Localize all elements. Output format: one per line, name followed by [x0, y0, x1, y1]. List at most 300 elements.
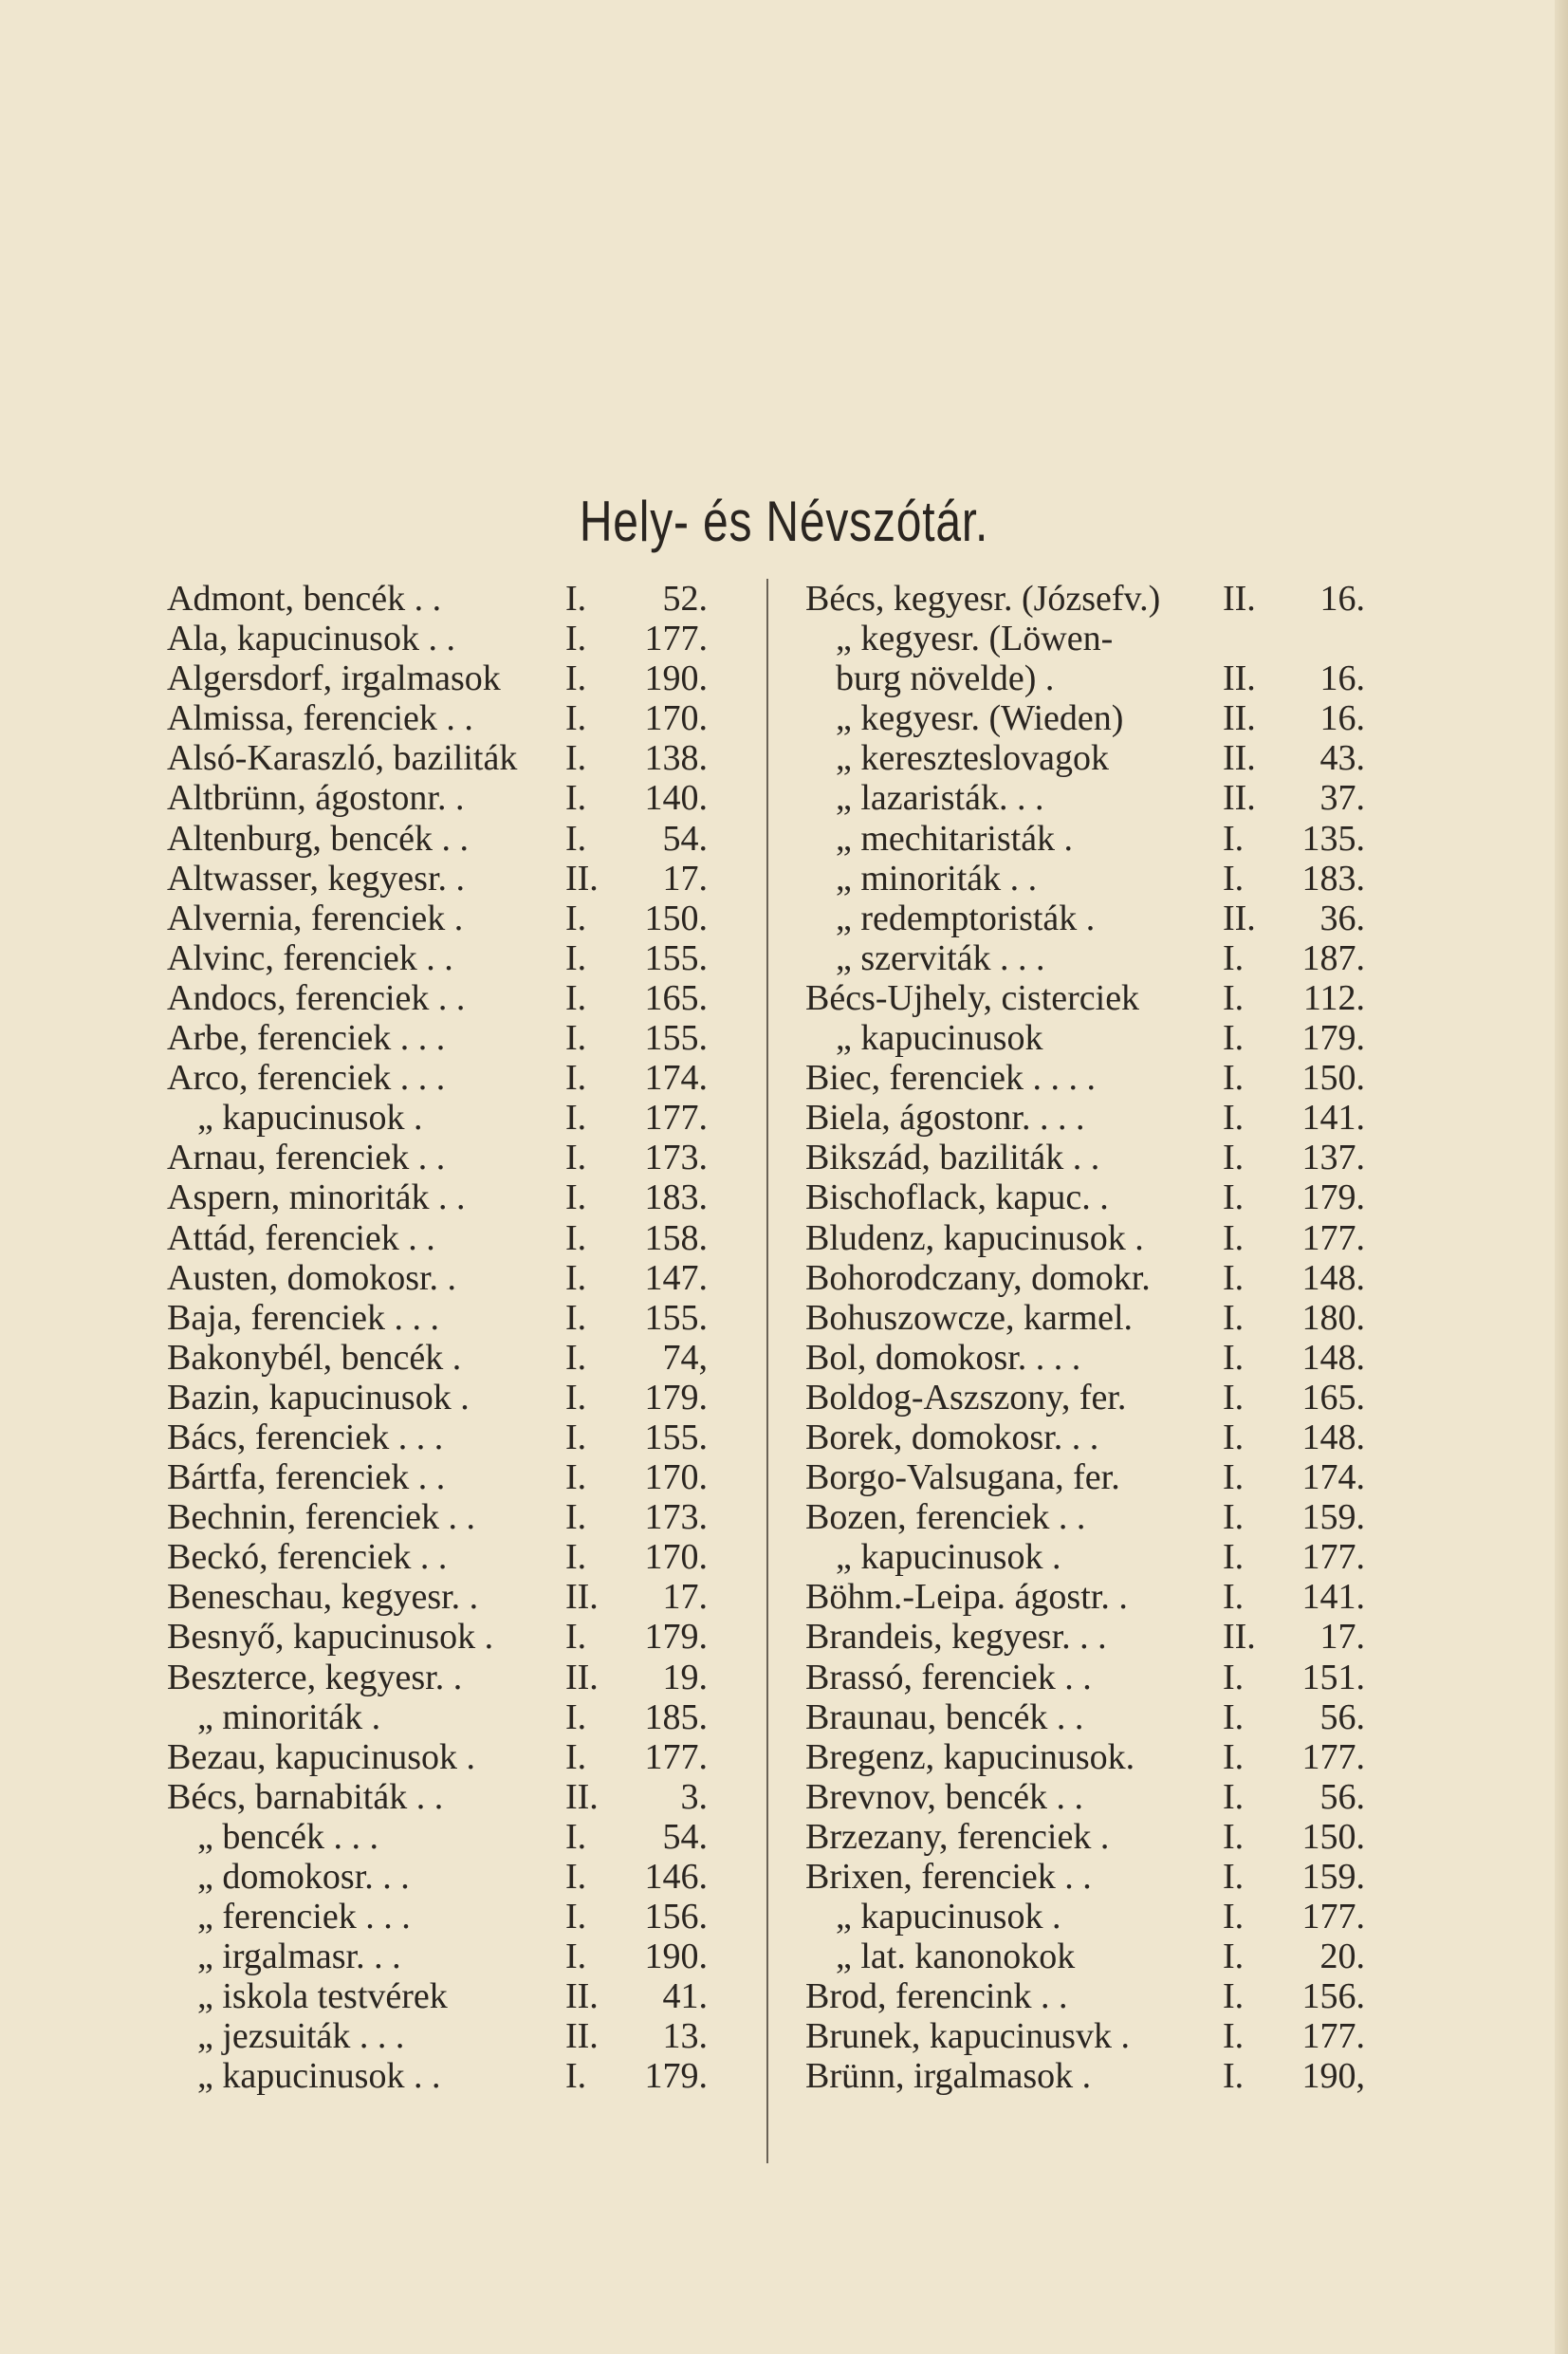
index-entry	[167, 1378, 708, 1418]
entry-page-number: 177.	[644, 619, 708, 659]
entry-place-name: burg növelde) .	[836, 658, 1055, 699]
entry-place-name: „ ferenciek . . .	[197, 1897, 411, 1937]
entry-volume: I.	[1223, 1417, 1245, 1457]
entry-place-name: „ minoriták . .	[836, 858, 1038, 899]
entry-place-name: „ kegyesr. (Löwen-	[836, 619, 1114, 659]
entry-volume: I.	[565, 1098, 587, 1139]
entry-page-number: 155.	[644, 1018, 708, 1059]
entry-volume: I.	[1223, 1297, 1245, 1338]
entry-volume: I.	[1223, 1177, 1245, 1218]
entry-page-number: 151.	[1301, 1657, 1365, 1697]
index-entry	[805, 658, 1365, 698]
index-entry	[167, 579, 708, 619]
index-entry	[167, 859, 708, 899]
index-entry	[805, 819, 1365, 859]
index-entry	[805, 698, 1365, 738]
entry-place-name: Bazin, kapucinusok .	[167, 1377, 470, 1418]
entry-place-name: Admont, bencék . .	[167, 579, 442, 619]
entry-place-name: Arco, ferenciek . . .	[167, 1058, 446, 1099]
index-entry	[805, 1058, 1365, 1098]
index-entry	[805, 2056, 1365, 2096]
index-entry	[805, 1218, 1365, 1258]
entry-volume: I.	[565, 1257, 587, 1298]
index-entry	[167, 1457, 708, 1497]
entry-place-name: Böhm.-Leipa. ágostr. .	[805, 1577, 1128, 1618]
entry-volume: I.	[1223, 1577, 1245, 1618]
entry-volume: I.	[1223, 937, 1245, 978]
entry-place-name: Borgo-Valsugana, fer.	[805, 1457, 1120, 1498]
entry-volume: I.	[565, 1138, 587, 1178]
index-entry	[805, 1098, 1365, 1138]
entry-volume: II.	[565, 1976, 599, 2017]
entry-place-name: „ kegyesr. (Wieden)	[836, 698, 1124, 739]
entry-page-number: 185.	[644, 1696, 708, 1737]
entry-volume: I.	[1223, 977, 1245, 1018]
entry-place-name: „ kereszteslovagok	[836, 738, 1110, 779]
entry-place-name: Biec, ferenciek . . . .	[805, 1058, 1096, 1099]
index-entry	[167, 1537, 708, 1577]
entry-volume: I.	[1223, 1497, 1245, 1538]
index-entry	[805, 1418, 1365, 1457]
entry-place-name: Bludenz, kapucinusok .	[805, 1217, 1144, 1258]
entry-place-name: Attád, ferenciek . .	[167, 1217, 435, 1258]
index-entry	[805, 1777, 1365, 1817]
entry-place-name: Brassó, ferenciek . .	[805, 1657, 1092, 1697]
entry-volume: I.	[565, 1457, 587, 1498]
entry-page-number: 36.	[1319, 898, 1365, 938]
index-entry	[805, 579, 1365, 619]
index-entry	[805, 2016, 1365, 2056]
index-entry	[805, 1617, 1365, 1657]
entry-page-number: 150.	[644, 898, 708, 938]
entry-place-name: Brunek, kapucinusvk .	[805, 2016, 1130, 2057]
index-entry	[805, 1817, 1365, 1857]
entry-place-name: Alsó-Karaszló, baziliták	[167, 738, 518, 779]
index-entry	[167, 1737, 708, 1777]
entry-page-number: 177.	[1301, 1736, 1365, 1777]
entry-page-number: 155.	[644, 937, 708, 978]
index-entry	[805, 1018, 1365, 1058]
entry-place-name: Brod, ferencink . .	[805, 1976, 1068, 2017]
index-entry	[805, 1338, 1365, 1378]
index-entry	[167, 1897, 708, 1937]
entry-place-name: Bikszád, baziliták . .	[805, 1138, 1100, 1178]
entry-volume: II.	[565, 858, 599, 899]
entry-volume: II.	[1223, 738, 1256, 779]
entry-page-number: 156.	[1301, 1976, 1365, 2017]
index-entry	[805, 1497, 1365, 1537]
index-entry	[167, 658, 708, 698]
entry-page-number: 177.	[1301, 1537, 1365, 1578]
entry-place-name: Borek, domokosr. . .	[805, 1417, 1099, 1457]
index-entry	[167, 1697, 708, 1737]
column-divider	[766, 579, 768, 2163]
index-entry	[167, 1298, 708, 1338]
entry-volume: I.	[565, 579, 587, 619]
entry-page-number: 148.	[1301, 1257, 1365, 1298]
entry-page-number: 174.	[644, 1058, 708, 1099]
entry-place-name: Bács, ferenciek . . .	[167, 1417, 444, 1457]
entry-volume: I.	[1223, 2056, 1245, 2097]
entry-page-number: 173.	[644, 1497, 708, 1538]
index-entry	[805, 1577, 1365, 1617]
entry-page-number: 112.	[1302, 977, 1365, 1018]
entry-place-name: „ kapucinusok .	[197, 1098, 423, 1139]
entry-page-number: 190.	[644, 658, 708, 699]
index-entry	[167, 899, 708, 938]
entry-volume: I.	[1223, 1937, 1245, 1977]
entry-place-name: Bregenz, kapucinusok.	[805, 1736, 1135, 1777]
entry-place-name: Bécs-Ujhely, cisterciek	[805, 977, 1140, 1018]
entry-volume: II.	[565, 2016, 599, 2057]
index-entry	[167, 978, 708, 1018]
index-entry	[805, 899, 1365, 938]
entry-place-name: „ iskola testvérek	[197, 1976, 448, 2017]
entry-place-name: Beneschau, kegyesr. .	[167, 1577, 479, 1618]
index-entry	[167, 1937, 708, 1976]
entry-page-number: 183.	[644, 1177, 708, 1218]
entry-volume: I.	[1223, 1816, 1245, 1857]
entry-place-name: Bol, domokosr. . . .	[805, 1337, 1081, 1378]
index-entry	[167, 1177, 708, 1217]
entry-place-name: Bezau, kapucinusok .	[167, 1736, 476, 1777]
entry-place-name: Arnau, ferenciek . .	[167, 1138, 446, 1178]
index-entry	[167, 1857, 708, 1897]
entry-place-name: Bécs, barnabiták . .	[167, 1776, 444, 1817]
entry-page-number: 148.	[1301, 1417, 1365, 1457]
entry-volume: I.	[1223, 1337, 1245, 1378]
entry-page-number: 190,	[1301, 2056, 1365, 2097]
entry-volume: I.	[565, 1537, 587, 1578]
entry-place-name: Bártfa, ferenciek . .	[167, 1457, 446, 1498]
entry-page-number: 147.	[644, 1257, 708, 1298]
entry-volume: I.	[1223, 1018, 1245, 1059]
index-entry	[167, 938, 708, 978]
entry-place-name: Bohorodczany, domokr.	[805, 1257, 1151, 1298]
entry-page-number: 141.	[1301, 1577, 1365, 1618]
entry-place-name: „ redemptoristák .	[836, 898, 1096, 938]
entry-volume: I.	[565, 1857, 587, 1897]
entry-volume: II.	[565, 1577, 599, 1618]
entry-place-name: „ minoriták .	[197, 1696, 381, 1737]
entry-volume: I.	[1223, 1257, 1245, 1298]
index-entry	[805, 859, 1365, 899]
entry-page-number: 37.	[1319, 778, 1365, 819]
entry-volume: I.	[565, 1497, 587, 1538]
index-entry	[167, 1058, 708, 1098]
entry-place-name: „ domokosr. . .	[197, 1857, 410, 1897]
entry-volume: I.	[565, 1696, 587, 1737]
index-entry	[167, 1018, 708, 1058]
index-entry	[805, 1298, 1365, 1338]
entry-place-name: „ irgalmasr. . .	[197, 1937, 401, 1977]
entry-volume: I.	[565, 1617, 587, 1658]
entry-place-name: Bozen, ferenciek . .	[805, 1497, 1086, 1538]
index-entry	[805, 938, 1365, 978]
index-entry	[167, 1976, 708, 2016]
index-entry	[167, 1258, 708, 1298]
entry-page-number: 159.	[1301, 1857, 1365, 1897]
entry-place-name: Bakonybél, bencék .	[167, 1337, 462, 1378]
index-entry	[805, 1976, 1365, 2016]
index-entry	[805, 619, 1365, 658]
index-entry	[805, 1138, 1365, 1177]
entry-place-name: „ kapucinusok	[836, 1018, 1043, 1059]
index-entry	[167, 1497, 708, 1537]
entry-volume: I.	[565, 619, 587, 659]
index-entry	[805, 1378, 1365, 1418]
entry-volume: I.	[565, 977, 587, 1018]
entry-volume: I.	[1223, 1377, 1245, 1418]
entry-volume: I.	[565, 2056, 587, 2097]
page-edge	[1555, 0, 1568, 2354]
entry-page-number: 177.	[1301, 1897, 1365, 1937]
entry-place-name: Besnyő, kapucinusok .	[167, 1617, 494, 1658]
page-title: Hely- és Névszótár.	[579, 490, 989, 553]
index-entry	[167, 1218, 708, 1258]
entry-page-number: 179.	[1301, 1018, 1365, 1059]
entry-page-number: 170.	[644, 1537, 708, 1578]
entry-page-number: 54.	[662, 1816, 708, 1857]
index-entry	[167, 778, 708, 818]
entry-page-number: 180.	[1301, 1297, 1365, 1338]
entry-page-number: 141.	[1301, 1098, 1365, 1139]
entry-volume: I.	[1223, 1138, 1245, 1178]
index-entry	[805, 1258, 1365, 1298]
entry-page-number: 20.	[1319, 1937, 1365, 1977]
index-entry	[167, 738, 708, 778]
entry-volume: I.	[565, 818, 587, 859]
entry-page-number: 146.	[644, 1857, 708, 1897]
entry-place-name: Braunau, bencék . .	[805, 1696, 1084, 1737]
entry-page-number: 150.	[1301, 1816, 1365, 1857]
entry-volume: I.	[1223, 818, 1245, 859]
entry-page-number: 140.	[644, 778, 708, 819]
index-entry	[167, 1617, 708, 1657]
index-entry	[167, 1658, 708, 1697]
entry-page-number: 41.	[662, 1976, 708, 2017]
index-entry	[167, 1098, 708, 1138]
entry-volume: I.	[565, 1297, 587, 1338]
entry-page-number: 16.	[1319, 658, 1365, 699]
entry-volume: I.	[1223, 1217, 1245, 1258]
entry-volume: I.	[565, 778, 587, 819]
entry-volume: II.	[565, 1776, 599, 1817]
index-entry	[167, 1138, 708, 1177]
entry-volume: I.	[565, 1816, 587, 1857]
entry-volume: I.	[1223, 1098, 1245, 1139]
entry-place-name: „ mechitaristák .	[836, 818, 1074, 859]
index-entry	[167, 1338, 708, 1378]
right-index-column	[805, 579, 1365, 2173]
entry-volume: I.	[565, 1018, 587, 1059]
entry-place-name: „ jezsuiták . . .	[197, 2016, 405, 2057]
entry-volume: I.	[565, 1058, 587, 1099]
entry-page-number: 52.	[662, 579, 708, 619]
entry-volume: I.	[565, 1417, 587, 1457]
entry-volume: I.	[565, 1217, 587, 1258]
entry-page-number: 159.	[1301, 1497, 1365, 1538]
entry-volume: I.	[565, 1377, 587, 1418]
entry-place-name: Aspern, minoriták . .	[167, 1177, 466, 1218]
entry-place-name: „ bencék . . .	[197, 1816, 378, 1857]
entry-page-number: 135.	[1301, 818, 1365, 859]
entry-page-number: 148.	[1301, 1337, 1365, 1378]
entry-volume: II.	[1223, 698, 1256, 739]
entry-page-number: 16.	[1319, 698, 1365, 739]
entry-page-number: 43.	[1319, 738, 1365, 779]
entry-volume: I.	[565, 937, 587, 978]
entry-volume: I.	[565, 1736, 587, 1777]
index-entry	[805, 1537, 1365, 1577]
entry-place-name: Alvernia, ferenciek .	[167, 898, 464, 938]
entry-place-name: Bécs, kegyesr. (Józsefv.)	[805, 579, 1161, 619]
entry-volume: II.	[1223, 579, 1256, 619]
entry-page-number: 177.	[644, 1736, 708, 1777]
entry-volume: II.	[1223, 778, 1256, 819]
entry-page-number: 173.	[644, 1138, 708, 1178]
entry-page-number: 156.	[644, 1897, 708, 1937]
index-entry	[805, 778, 1365, 818]
entry-volume: I.	[565, 1897, 587, 1937]
entry-place-name: „ kapucinusok . .	[197, 2056, 441, 2097]
entry-page-number: 190.	[644, 1937, 708, 1977]
entry-place-name: Almissa, ferenciek . .	[167, 698, 473, 739]
entry-page-number: 183.	[1301, 858, 1365, 899]
entry-volume: I.	[565, 658, 587, 699]
entry-place-name: Beckó, ferenciek . .	[167, 1537, 448, 1578]
entry-volume: II.	[1223, 1617, 1256, 1658]
index-entry	[805, 1177, 1365, 1217]
entry-page-number: 179.	[644, 2056, 708, 2097]
index-entry	[167, 1577, 708, 1617]
entry-volume: I.	[1223, 1897, 1245, 1937]
entry-volume: I.	[1223, 858, 1245, 899]
index-entry	[805, 1737, 1365, 1777]
entry-page-number: 54.	[662, 818, 708, 859]
entry-volume: I.	[1223, 2016, 1245, 2057]
entry-place-name: Algersdorf, irgalmasok	[167, 658, 501, 699]
index-entry	[167, 619, 708, 658]
index-entry	[167, 698, 708, 738]
entry-place-name: „ kapucinusok .	[836, 1897, 1061, 1937]
entry-place-name: „ szerviták . . .	[836, 937, 1045, 978]
entry-page-number: 174.	[1301, 1457, 1365, 1498]
entry-page-number: 3.	[680, 1776, 708, 1817]
entry-page-number: 187.	[1301, 937, 1365, 978]
entry-page-number: 13.	[662, 2016, 708, 2057]
entry-page-number: 17.	[1319, 1617, 1365, 1658]
entry-place-name: Brevnov, bencék . .	[805, 1776, 1083, 1817]
entry-place-name: Bischoflack, kapuc. .	[805, 1177, 1109, 1218]
entry-volume: I.	[1223, 1776, 1245, 1817]
index-entry	[805, 978, 1365, 1018]
entry-page-number: 155.	[644, 1297, 708, 1338]
entry-volume: I.	[1223, 1457, 1245, 1498]
entry-volume: I.	[1223, 1857, 1245, 1897]
entry-page-number: 179.	[1301, 1177, 1365, 1218]
entry-page-number: 165.	[1301, 1377, 1365, 1418]
entry-page-number: 56.	[1319, 1776, 1365, 1817]
entry-page-number: 19.	[662, 1657, 708, 1697]
index-entry	[167, 819, 708, 859]
entry-volume: I.	[1223, 1058, 1245, 1099]
entry-place-name: Baja, ferenciek . . .	[167, 1297, 439, 1338]
entry-volume: I.	[1223, 1696, 1245, 1737]
entry-place-name: Ala, kapucinusok . .	[167, 619, 455, 659]
entry-place-name: Bechnin, ferenciek . .	[167, 1497, 475, 1538]
entry-page-number: 177.	[1301, 1217, 1365, 1258]
index-entry	[805, 1658, 1365, 1697]
entry-place-name: „ kapucinusok .	[836, 1537, 1061, 1578]
entry-page-number: 177.	[644, 1098, 708, 1139]
entry-page-number: 17.	[662, 858, 708, 899]
entry-place-name: Beszterce, kegyesr. .	[167, 1657, 463, 1697]
entry-place-name: Brixen, ferenciek . .	[805, 1857, 1092, 1897]
entry-place-name: „ lazaristák. . .	[836, 778, 1044, 819]
entry-page-number: 158.	[644, 1217, 708, 1258]
entry-page-number: 16.	[1319, 579, 1365, 619]
index-entry	[167, 1418, 708, 1457]
entry-page-number: 165.	[644, 977, 708, 1018]
entry-place-name: Austen, domokosr. .	[167, 1257, 457, 1298]
index-entry	[805, 738, 1365, 778]
entry-volume: I.	[565, 1337, 587, 1378]
entry-place-name: Brünn, irgalmasok .	[805, 2056, 1092, 2097]
entry-place-name: Brandeis, kegyesr. . .	[805, 1617, 1107, 1658]
index-entry	[167, 2056, 708, 2096]
entry-page-number: 179.	[644, 1617, 708, 1658]
entry-page-number: 74,	[662, 1337, 708, 1378]
index-entry	[805, 1697, 1365, 1737]
entry-volume: I.	[1223, 1657, 1245, 1697]
left-index-column	[167, 579, 708, 2173]
entry-page-number: 137.	[1301, 1138, 1365, 1178]
entry-page-number: 138.	[644, 738, 708, 779]
index-entry	[167, 2016, 708, 2056]
entry-place-name: Andocs, ferenciek . .	[167, 977, 466, 1018]
entry-page-number: 177.	[1301, 2016, 1365, 2057]
entry-volume: I.	[565, 898, 587, 938]
entry-page-number: 150.	[1301, 1058, 1365, 1099]
entry-place-name: Altbrünn, ágostonr. .	[167, 778, 465, 819]
index-entry	[805, 1897, 1365, 1937]
entry-volume: I.	[565, 698, 587, 739]
entry-page-number: 170.	[644, 1457, 708, 1498]
entry-place-name: Altwasser, kegyesr. .	[167, 858, 466, 899]
entry-volume: I.	[565, 1937, 587, 1977]
entry-volume: I.	[1223, 1736, 1245, 1777]
entry-volume: II.	[565, 1657, 599, 1697]
entry-page-number: 155.	[644, 1417, 708, 1457]
index-entry	[167, 1817, 708, 1857]
entry-place-name: Brzezany, ferenciek .	[805, 1816, 1110, 1857]
index-entry	[805, 1937, 1365, 1976]
entry-place-name: Alvinc, ferenciek . .	[167, 937, 453, 978]
entry-volume: II.	[1223, 898, 1256, 938]
entry-page-number: 179.	[644, 1377, 708, 1418]
entry-place-name: Biela, ágostonr. . . .	[805, 1098, 1085, 1139]
entry-volume: I.	[1223, 1537, 1245, 1578]
entry-place-name: Bohuszowcze, karmel.	[805, 1297, 1134, 1338]
entry-place-name: Arbe, ferenciek . . .	[167, 1018, 446, 1059]
entry-volume: I.	[1223, 1976, 1245, 2017]
entry-place-name: „ lat. kanonokok	[836, 1937, 1076, 1977]
entry-page-number: 17.	[662, 1577, 708, 1618]
index-entry	[805, 1457, 1365, 1497]
entry-volume: II.	[1223, 658, 1256, 699]
entry-volume: I.	[565, 738, 587, 779]
